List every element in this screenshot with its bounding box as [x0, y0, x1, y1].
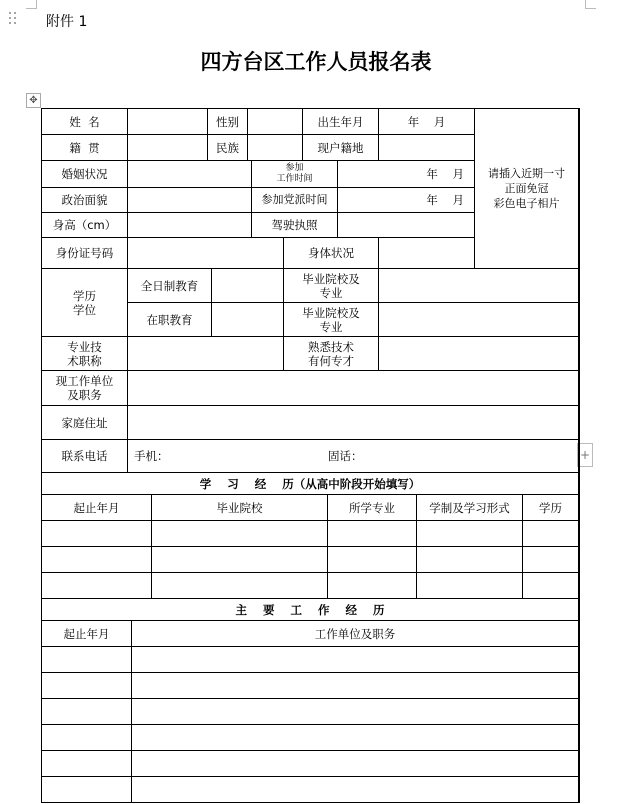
- work-row-6-period[interactable]: [42, 777, 132, 803]
- label-inservice: 在职教育: [128, 303, 212, 337]
- study-row-3-period[interactable]: [42, 573, 152, 599]
- input-current-job[interactable]: [128, 371, 579, 406]
- input-license[interactable]: [338, 213, 475, 238]
- label-work-start: 参加 工作时间: [252, 161, 338, 188]
- study-row-2-school[interactable]: [152, 547, 328, 573]
- label-education: 学历 学位: [42, 269, 128, 337]
- input-grad-school-fulltime[interactable]: [379, 269, 579, 303]
- input-inservice[interactable]: [212, 303, 284, 337]
- study-row-3-degree[interactable]: [523, 573, 579, 599]
- input-height[interactable]: [128, 213, 252, 238]
- study-row-3-major[interactable]: [328, 573, 417, 599]
- work-row-3-employer[interactable]: [132, 699, 579, 725]
- label-current-job: 现工作单位 及职务: [42, 371, 128, 406]
- page-corner-mark: [585, 0, 596, 9]
- work-row-1-employer[interactable]: [132, 647, 579, 673]
- study-row-2-system[interactable]: [417, 547, 523, 573]
- input-origin[interactable]: [128, 135, 208, 161]
- study-row-3-school[interactable]: [152, 573, 328, 599]
- input-phone[interactable]: [128, 440, 579, 473]
- label-household: 现户籍地: [303, 135, 379, 161]
- add-column-button[interactable]: +: [577, 443, 593, 467]
- study-col-school: 毕业院校: [152, 495, 328, 521]
- label-gender: 性别: [208, 109, 248, 135]
- study-row-1-period[interactable]: [42, 521, 152, 547]
- label-ethnicity: 民族: [208, 135, 248, 161]
- label-height: 身高（cm）: [42, 213, 128, 238]
- label-title-rank: 专业技 术职称: [42, 337, 128, 371]
- input-marital[interactable]: [128, 161, 252, 188]
- registration-form: [41, 108, 580, 803]
- input-work-start[interactable]: 年 月: [338, 161, 475, 188]
- input-address[interactable]: [128, 406, 579, 440]
- input-health[interactable]: [379, 238, 475, 269]
- work-row-4-employer[interactable]: [132, 725, 579, 751]
- work-col-employer: 工作单位及职务: [132, 621, 579, 647]
- study-row-1-major[interactable]: [328, 521, 417, 547]
- drag-handle-icon[interactable]: [9, 12, 19, 28]
- study-col-major: 所学专业: [328, 495, 417, 521]
- label-grad-school-inservice: 毕业院校及 专业: [284, 303, 379, 337]
- label-name: 姓 名: [42, 109, 128, 135]
- label-phone: 联系电话: [42, 440, 128, 473]
- study-row-2-major[interactable]: [328, 547, 417, 573]
- label-fulltime: 全日制教育: [128, 269, 212, 303]
- study-col-period: 起止年月: [42, 495, 152, 521]
- label-grad-school-fulltime: 毕业院校及 专业: [284, 269, 379, 303]
- input-household[interactable]: [379, 135, 475, 161]
- label-birth: 出生年月: [303, 109, 379, 135]
- study-row-1-school[interactable]: [152, 521, 328, 547]
- study-section-title: 学 习 经 历（从高中阶段开始填写）: [42, 473, 579, 495]
- input-party-join[interactable]: 年 月: [338, 188, 475, 213]
- study-col-degree: 学历: [523, 495, 579, 521]
- work-row-6-employer[interactable]: [132, 777, 579, 803]
- work-section-title: 主 要 工 作 经 历: [42, 599, 579, 621]
- label-origin: 籍 贯: [42, 135, 128, 161]
- input-ethnicity[interactable]: [248, 135, 303, 161]
- label-license: 驾驶执照: [252, 213, 338, 238]
- label-address: 家庭住址: [42, 406, 128, 440]
- study-row-2-period[interactable]: [42, 547, 152, 573]
- study-col-system: 学制及学习形式: [417, 495, 523, 521]
- input-fulltime[interactable]: [212, 269, 284, 303]
- work-row-5-employer[interactable]: [132, 751, 579, 777]
- label-id-no: 身份证号码: [42, 238, 128, 269]
- label-political: 政治面貌: [42, 188, 128, 213]
- work-row-2-employer[interactable]: [132, 673, 579, 699]
- input-specialty[interactable]: [379, 337, 579, 371]
- input-title-rank[interactable]: [128, 337, 284, 371]
- work-row-1-period[interactable]: [42, 647, 132, 673]
- work-row-4-period[interactable]: [42, 725, 132, 751]
- page-title: 四方台区工作人员报名表: [200, 49, 432, 74]
- study-row-1-degree[interactable]: [523, 521, 579, 547]
- attachment-label: 附件 1: [46, 14, 88, 30]
- study-row-3-system[interactable]: [417, 573, 523, 599]
- label-marital: 婚姻状况: [42, 161, 128, 188]
- input-id-no[interactable]: [128, 238, 284, 269]
- photo-area[interactable]: 请插入近期一寸 正面免冠 彩色电子相片: [475, 109, 579, 269]
- label-specialty: 熟悉技术 有何专才: [284, 337, 379, 371]
- work-row-3-period[interactable]: [42, 699, 132, 725]
- work-row-2-period[interactable]: [42, 673, 132, 699]
- page-corner-mark: [26, 0, 37, 9]
- input-grad-school-inservice[interactable]: [379, 303, 579, 337]
- tel-label: 固话：: [328, 449, 363, 463]
- study-row-2-degree[interactable]: [523, 547, 579, 573]
- work-row-5-period[interactable]: [42, 751, 132, 777]
- input-gender[interactable]: [248, 109, 303, 135]
- input-birth[interactable]: 年 月: [379, 109, 475, 135]
- study-row-1-system[interactable]: [417, 521, 523, 547]
- input-name[interactable]: [128, 109, 208, 135]
- work-col-period: 起止年月: [42, 621, 132, 647]
- table-move-icon[interactable]: ✥: [26, 93, 41, 108]
- input-political[interactable]: [128, 188, 252, 213]
- label-health: 身体状况: [284, 238, 379, 269]
- mobile-label: 手机：: [134, 449, 169, 463]
- label-party-join: 参加党派时间: [252, 188, 338, 213]
